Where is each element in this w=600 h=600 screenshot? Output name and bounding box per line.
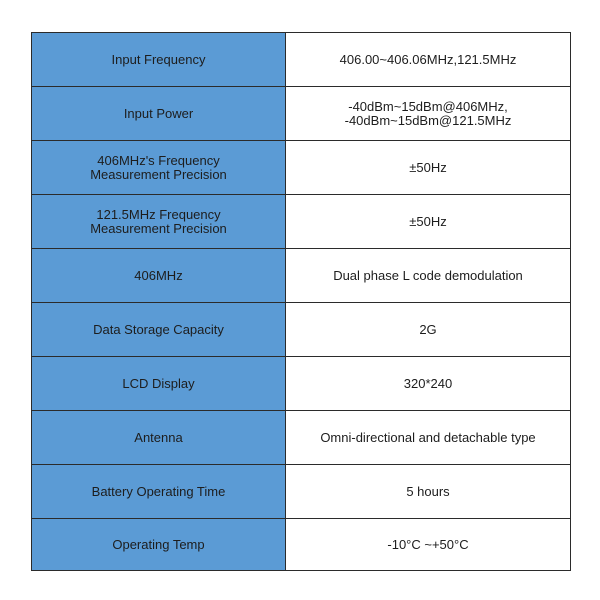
- row-label-input-frequency: Input Frequency: [32, 33, 286, 87]
- row-value-operating-temp: -10°C ~+50°C: [286, 519, 571, 571]
- row-label-antenna: Antenna: [32, 411, 286, 465]
- row-label-data-storage: Data Storage Capacity: [32, 303, 286, 357]
- row-value-406mhz: Dual phase L code demodulation: [286, 249, 571, 303]
- row-value-121mhz-precision: ±50Hz: [286, 195, 571, 249]
- row-label-406mhz-precision: 406MHz's Frequency Measurement Precision: [32, 141, 286, 195]
- table-row: [32, 141, 571, 195]
- row-value-lcd-display: 320*240: [286, 357, 571, 411]
- row-label-121mhz-precision: 121.5MHz Frequency Measurement Precision: [32, 195, 286, 249]
- specification-table-body: [32, 33, 571, 571]
- table-row: [32, 249, 571, 303]
- specification-table: [31, 32, 571, 571]
- row-label-lcd-display: LCD Display: [32, 357, 286, 411]
- row-value-antenna: Omni-directional and detachable type: [286, 411, 571, 465]
- table-row: [32, 87, 571, 141]
- row-label-406mhz: 406MHz: [32, 249, 286, 303]
- row-label-battery-time: Battery Operating Time: [32, 465, 286, 519]
- table-row: [32, 465, 571, 519]
- table-row: [32, 519, 571, 571]
- row-label-operating-temp: Operating Temp: [32, 519, 286, 571]
- row-value-input-frequency: 406.00~406.06MHz,121.5MHz: [286, 33, 571, 87]
- table-row: [32, 411, 571, 465]
- row-label-input-power: Input Power: [32, 87, 286, 141]
- table-row: [32, 195, 571, 249]
- row-value-input-power: -40dBm~15dBm@406MHz, -40dBm~15dBm@121.5MHz: [286, 87, 571, 141]
- row-value-data-storage: 2G: [286, 303, 571, 357]
- table-row: [32, 303, 571, 357]
- table-row: [32, 33, 571, 87]
- table-row: [32, 357, 571, 411]
- row-value-406mhz-precision: ±50Hz: [286, 141, 571, 195]
- row-value-battery-time: 5 hours: [286, 465, 571, 519]
